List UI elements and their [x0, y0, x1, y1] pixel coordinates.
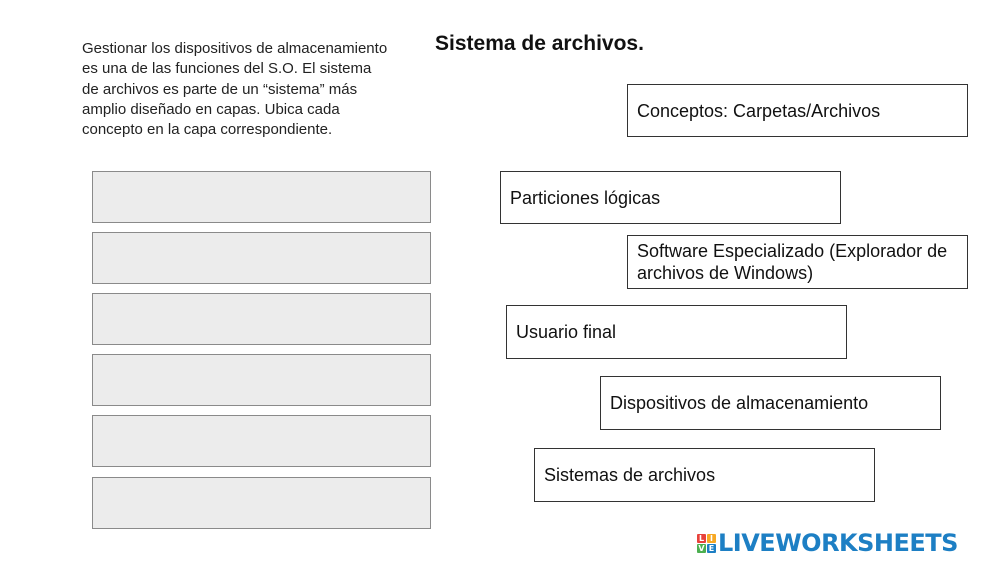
draggable-card-conceptos[interactable]: Conceptos: Carpetas/Archivos	[627, 84, 968, 137]
drop-slot-6[interactable]	[92, 477, 431, 529]
draggable-card-usuario[interactable]: Usuario final	[506, 305, 847, 359]
draggable-card-sistemas[interactable]: Sistemas de archivos	[534, 448, 875, 502]
draggable-card-software[interactable]: Software Especializado (Explorador de archivos de Windows)	[627, 235, 968, 289]
drop-slot-2[interactable]	[92, 232, 431, 284]
draggable-card-dispositivos[interactable]: Dispositivos de almacenamiento	[600, 376, 941, 430]
liveworksheets-logo[interactable]	[697, 528, 958, 558]
drop-slot-1[interactable]	[92, 171, 431, 223]
drop-slot-5[interactable]	[92, 415, 431, 467]
logo-text: LIVEWORKSHEETS	[718, 529, 958, 557]
logo-mark-letter: E	[708, 543, 715, 553]
logo-mark-letter: L	[698, 533, 705, 543]
draggable-card-particiones[interactable]: Particiones lógicas	[500, 171, 841, 224]
drop-slot-4[interactable]	[92, 354, 431, 406]
worksheet-title: Sistema de archivos.	[435, 32, 644, 55]
logo-mark-icon	[697, 534, 716, 553]
instructions-text: Gestionar los dispositivos de almacenamiento es una de las funciones del S.O. El sistema de archivos es parte de un “sistema” más amplio diseñado en capas. Ubica cada concepto en la capa correspondiente.	[82, 40, 388, 139]
logo-mark-letter: V	[698, 543, 705, 553]
logo-mark-letter: I	[707, 534, 716, 543]
drop-slot-3[interactable]	[92, 293, 431, 345]
